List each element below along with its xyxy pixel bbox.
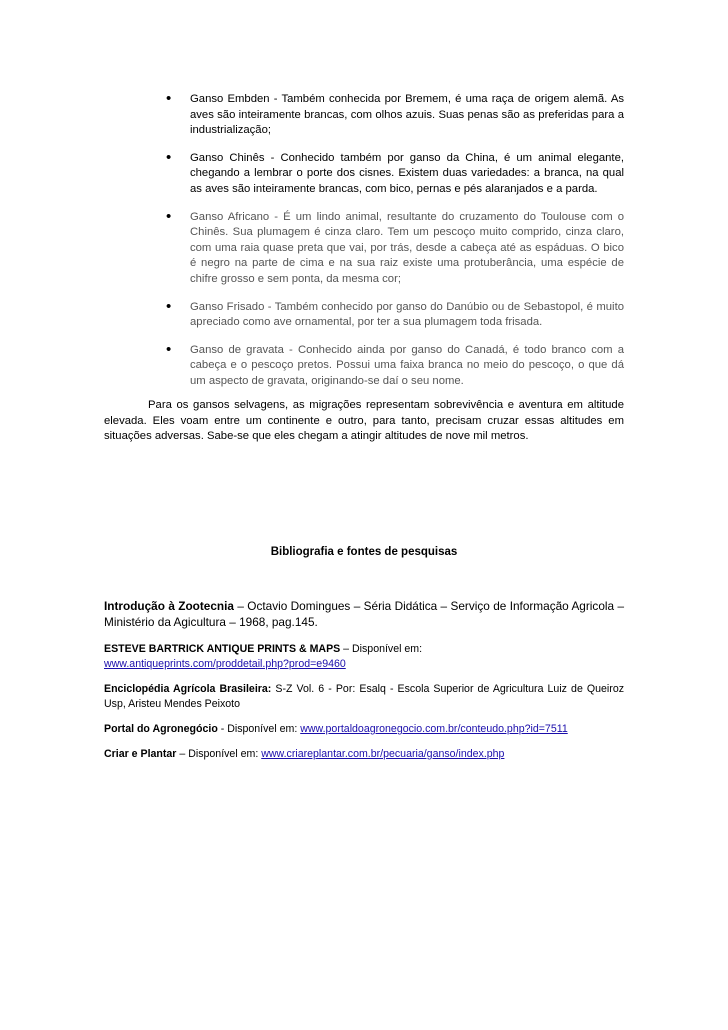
list-item <box>160 207 624 288</box>
reference-text: - Disponível em: <box>217 723 301 735</box>
bullet-icon: • <box>166 207 172 225</box>
goose-breed-list <box>160 92 624 402</box>
migration-paragraph: Para os gansos selvagens, as migrações representam sobrevivência e aventura em altitude elevada. Eles voam entre um continente e outro, para tanto, precisam cruzar essas altitudes em situações adversas. Sabe-se que eles chegam a atingir altitudes de nove mil metros. <box>104 399 624 443</box>
breed-description: - É um lindo animal, resultante do cruzamento do Toulouse com o Chinês. Sua plumagem é cinza claro. Tem um pescoço muito comprido, cinza claro, com uma raia quase preta que vai, por trás, desde a cabeça até as espáduas. O bico é negro na parte de cima e na sua raiz existe uma protuberância, uma espécie de chifre grosso e sem ponta, da mesma cor; <box>190 210 624 285</box>
list-item <box>160 148 624 198</box>
reference-title: Enciclopédia Agrícola Brasileira: <box>104 683 272 695</box>
breed-description: - Também conhecido por ganso do Danúbio ou de Sebastopol, é muito apreciado como ave ornamental, por ter a sua plumagem toda frisada. <box>190 300 624 329</box>
reference-text: S-Z Vol. 6 - Por: Esalq - Escola Superior de Agricultura Luiz de Queiroz Usp, Aristeu Mendes Peixoto <box>104 683 625 710</box>
list-item <box>160 340 624 390</box>
breed-name: Ganso de gravata <box>190 343 284 356</box>
bullet-icon: • <box>166 90 172 107</box>
bullet-icon: • <box>166 148 172 166</box>
breed-name: Ganso Africano <box>190 210 270 223</box>
breed-description: - Também conhecida por Bremem, é uma raça de origem alemã. As aves são inteiramente brancas, com olhos azuis. Suas penas são as preferidas para a industrialização; <box>190 93 624 137</box>
reference-title: Portal do Agronegócio <box>104 723 218 735</box>
reference-link[interactable]: www.portaldoagronegocio.com.br/conteudo.php?id=7511 <box>300 723 568 735</box>
reference-title: ESTEVE BARTRICK ANTIQUE PRINTS & MAPS <box>104 643 341 655</box>
bibliography-title: Bibliografia e fontes de pesquisas <box>270 546 458 558</box>
breed-description: - Conhecido ainda por ganso do Canadá, é todo branco com a cabeça e o pescoço pretos. Possui uma faixa branca no meio do pescoço, o que dá um aspecto de gravata, originando-se daí o seu nome. <box>190 343 624 387</box>
breed-description: - Conhecido também por ganso da China, é um animal elegante, chegando a lembrar o porte dos cisnes. Existem duas variedades: a branca, na qual as aves são inteiramente brancas, com bico, pernas e pés alaranjados e a parda. <box>190 151 624 195</box>
bibliography-entry <box>104 722 624 737</box>
reference-title: Introdução à Zootecnia <box>104 599 234 613</box>
bullet-icon: • <box>166 340 172 358</box>
bibliography-entry <box>104 682 624 712</box>
reference-title: Criar e Plantar <box>104 748 177 760</box>
bullet-icon: • <box>166 297 172 315</box>
list-item <box>160 297 624 331</box>
reference-text: – Disponível em: <box>340 643 423 655</box>
breed-name: Ganso Chinês <box>190 151 265 164</box>
reference-link[interactable]: www.criareplantar.com.br/pecuaria/ganso/index.php <box>261 748 505 760</box>
bibliography-entry <box>104 747 624 762</box>
bibliography-entry <box>104 598 624 630</box>
bibliography-list <box>104 598 624 772</box>
reference-text: – Octavio Domingues – Séria Didática – Serviço de Informação Agricola – Ministério da Agicultura – 1968, pag.145. <box>104 599 624 629</box>
bibliography-entry <box>104 642 624 672</box>
reference-text: – Disponível em: <box>176 748 262 760</box>
breed-name: Ganso Embden <box>190 93 270 105</box>
breed-name: Ganso Frisado <box>190 300 265 313</box>
list-item <box>160 92 624 139</box>
reference-link[interactable]: www.antiqueprints.com/proddetail.php?prod=e9460 <box>104 658 346 670</box>
